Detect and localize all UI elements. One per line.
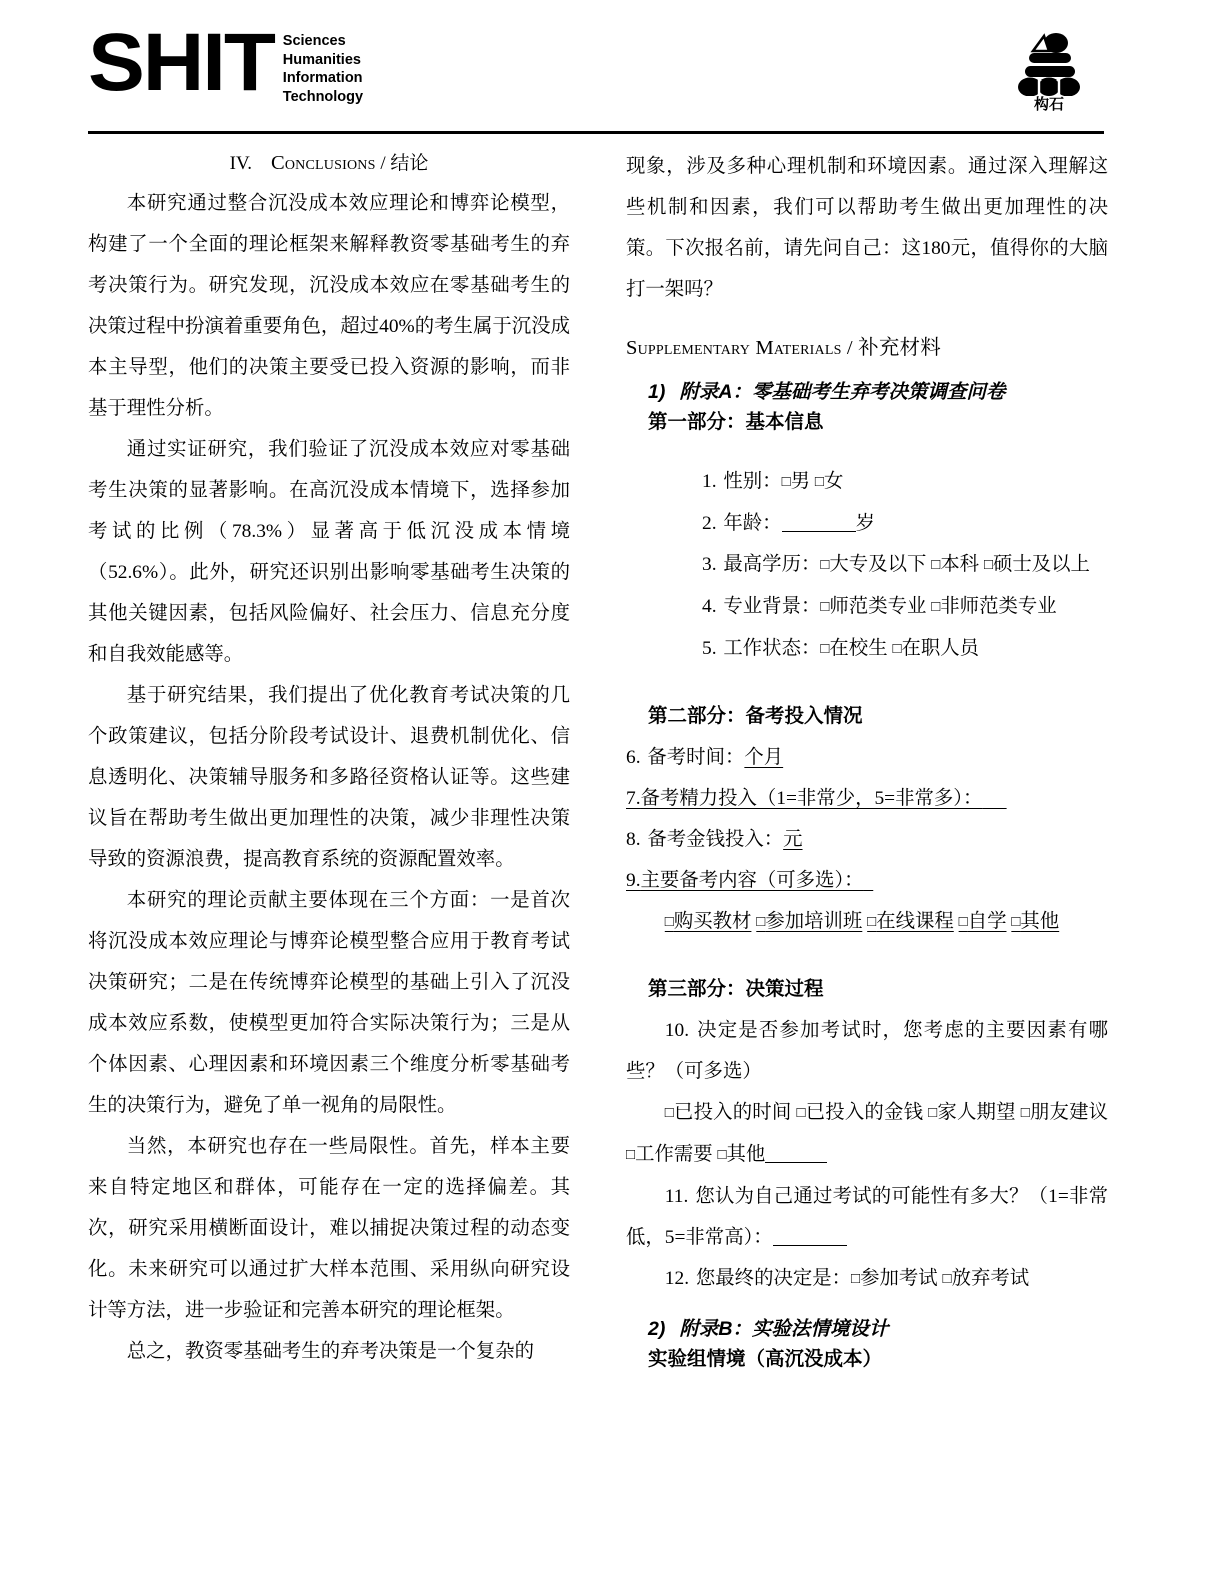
option-label: 自学	[967, 911, 1007, 932]
paragraph-continued: 现象，涉及多种心理机制和环境因素。通过深入理解这些机制和因素，我们可以帮助考生做出更加理性的决策。下次报名前，请先问自己：这180元，值得你的大脑打一架吗？	[626, 156, 1108, 300]
question-label: 性别：	[723, 471, 782, 492]
answer-blank[interactable]	[782, 531, 856, 532]
paragraph: 本研究的理论贡献主要体现在三个方面：一是首次将沉没成本效应理论与博弈论模型整合应用于教育考试决策研究；二是在传统博弈论模型的基础上引入了沉没成本效应系数，使模型更加符合实际决策行为；三是从个体因素、心理因素和环境因素三个维度分析零基础考生的决策行为，避免了单一视角的局限性。	[88, 890, 570, 1116]
question-label: 年龄：	[723, 513, 782, 534]
question-10-options	[626, 1092, 1108, 1176]
answer-blank[interactable]	[982, 788, 1006, 809]
question-label: 决定是否参加考试时，您考虑的主要因素有哪些？（可多选）	[626, 1020, 1108, 1082]
option-label: 参加培训班	[765, 911, 863, 932]
question-number: 1.	[702, 471, 717, 492]
answer-blank[interactable]	[773, 1245, 847, 1246]
question-item	[626, 1010, 1108, 1092]
checkbox-icon[interactable]: □	[820, 641, 830, 657]
question-suffix: 岁	[855, 513, 875, 534]
option-label: 男	[790, 471, 811, 492]
checkbox-icon[interactable]: □	[867, 914, 877, 930]
question-item	[626, 1176, 1108, 1258]
supplementary-materials-heading	[626, 328, 1108, 369]
checkbox-icon[interactable]: □	[928, 1105, 938, 1121]
question-number: 5.	[702, 638, 717, 659]
appendix-a-title: 附录A：零基础考生弃考决策调查问卷	[679, 381, 1006, 403]
checkbox-icon[interactable]: □	[820, 557, 830, 573]
checkbox-icon[interactable]: □	[820, 599, 830, 615]
left-column	[88, 146, 570, 1374]
question-number: 9.	[626, 870, 641, 891]
materials-separator: /	[846, 337, 853, 359]
question-number: 6.	[626, 747, 641, 768]
option-label: 硕士及以上	[993, 554, 1090, 575]
part3-question-list	[626, 1010, 1108, 1300]
page-masthead	[88, 17, 1104, 120]
question-number: 8.	[626, 829, 641, 850]
question-label: 备考精力投入（1=非常少，5=非常多）：	[640, 788, 983, 809]
expansion-line-1: Sciences	[282, 33, 346, 49]
expansion-line-4: Technology	[282, 88, 364, 105]
question-number: 4.	[702, 596, 717, 617]
question-item	[626, 860, 1108, 901]
question-item	[626, 544, 1108, 586]
answer-blank[interactable]: 元	[783, 829, 803, 850]
question-item	[626, 503, 1108, 544]
expansion-line-2: Humanities	[282, 51, 361, 68]
appendix-a-part3-title: 第三部分：决策过程	[648, 978, 824, 1000]
checkbox-icon[interactable]: □	[942, 1271, 952, 1287]
option-label: 购买教材	[673, 911, 752, 932]
paragraph: 通过实证研究，我们验证了沉没成本效应对零基础考生决策的显著影响。在高沉没成本情境下，选择参加考试的比例（78.3%）显著高于低沉没成本情境（52.6%）。此外，研究还识别出影响零基础考生决策的其他关键因素，包括风险偏好、社会压力、信息充分度和自我效能感等。	[88, 439, 570, 665]
question-label: 您最终的决定是：	[695, 1268, 852, 1289]
question-9-options	[626, 901, 1108, 943]
question-label: 主要备考内容（可多选）：	[640, 870, 864, 891]
paragraph-continues-right: 总之，教资零基础考生的弃考决策是一个复杂的	[126, 1341, 534, 1362]
question-label: 最高学历：	[723, 554, 821, 575]
question-number: 12.	[664, 1268, 690, 1289]
option-label: 已投入的金钱	[805, 1102, 924, 1123]
option-label: 本科	[940, 554, 980, 575]
question-item	[626, 628, 1108, 670]
checkbox-icon[interactable]: □	[1020, 1105, 1030, 1121]
article-columns	[88, 146, 1108, 1374]
checkbox-icon[interactable]: □	[664, 1105, 675, 1121]
journal-logo	[88, 17, 364, 108]
publisher-logo	[994, 30, 1104, 113]
materials-title-en: Supplementary Materials	[626, 337, 842, 359]
spacer	[626, 437, 1108, 461]
question-number: 7.	[626, 788, 641, 809]
option-label: 朋友建议	[1029, 1102, 1109, 1123]
option-label: 其他	[726, 1144, 766, 1165]
checkbox-icon[interactable]: □	[664, 914, 674, 930]
question-item	[626, 737, 1108, 778]
question-item	[626, 778, 1108, 819]
option-label: 已投入的时间	[674, 1102, 792, 1123]
checkbox-icon[interactable]: □	[781, 474, 791, 490]
section-title-separator: /	[380, 153, 386, 174]
paragraph: 基于研究结果，我们提出了优化教育考试决策的几个政策建议，包括分阶段考试设计、退费机制优化、信息透明化、决策辅导服务和多路径资格认证等。这些建议旨在帮助考生做出更加理性的决策，减少非理性决策导致的资源浪费，提高教育系统的资源配置效率。	[88, 685, 570, 870]
checkbox-icon[interactable]: □	[814, 474, 824, 490]
question-label: 工作状态：	[723, 638, 821, 659]
answer-blank[interactable]: 个月	[744, 747, 784, 768]
checkbox-icon[interactable]: □	[931, 599, 941, 615]
paragraph: 本研究通过整合沉没成本效应理论和博弈论模型，构建了一个全面的理论框架来解释教资零基础考生的弃考决策行为。研究发现，沉没成本效应在零基础考生的决策过程中扮演着重要角色，超过40%的考生属于沉没成本主导型，他们的决策主要受已投入资源的影响，而非基于理性分析。	[88, 193, 570, 419]
journal-acronym-expansion	[283, 32, 363, 106]
header-divider	[88, 131, 1104, 134]
checkbox-icon[interactable]: □	[1011, 914, 1021, 930]
publisher-name: 构石	[1033, 96, 1064, 113]
appendix-a-heading	[626, 377, 1108, 407]
checkbox-icon[interactable]: □	[626, 1147, 636, 1163]
option-label: 大专及以下	[829, 554, 927, 575]
journal-acronym: SHIT	[88, 17, 274, 108]
question-item	[626, 819, 1108, 860]
appendix-b-subtitle: 实验组情境（高沉没成本）	[648, 1348, 883, 1370]
right-column	[626, 146, 1108, 1374]
checkbox-icon[interactable]: □	[756, 914, 766, 930]
question-number: 3.	[702, 554, 717, 575]
option-label: 在线课程	[876, 911, 954, 932]
checkbox-icon[interactable]: □	[796, 1105, 806, 1121]
question-item	[626, 586, 1108, 628]
section-heading-conclusions	[88, 146, 570, 181]
answer-blank[interactable]	[765, 1162, 827, 1163]
option-label: 非师范类专业	[940, 596, 1057, 617]
question-label: 备考金钱投入：	[647, 829, 784, 850]
checkbox-icon[interactable]: □	[851, 1271, 861, 1287]
appendix-b-heading	[626, 1314, 1108, 1344]
stacked-stones-icon	[1013, 30, 1085, 96]
option-label: 女	[823, 471, 844, 492]
section-title-zh: 结论	[390, 153, 429, 174]
section-title-en: Conclusions	[271, 152, 376, 174]
paragraph: 当然，本研究也存在一些局限性。首先，样本主要来自特定地区和群体，可能存在一定的选择偏差。其次，研究采用横断面设计，难以捕捉决策过程的动态变化。未来研究可以通过扩大样本范围、采用纵向研究设计等方法，进一步验证和完善本研究的理论框架。	[88, 1136, 570, 1321]
part1-question-list	[626, 461, 1108, 670]
question-item	[626, 461, 1108, 503]
question-number: 2.	[702, 513, 717, 534]
option-label: 在职人员	[901, 638, 980, 659]
question-label: 您认为自己通过考试的可能性有多大？（1=非常低，5=非常高）：	[626, 1186, 1108, 1248]
appendix-b-title: 附录B：实验法情境设计	[679, 1318, 889, 1340]
checkbox-icon[interactable]: □	[892, 641, 902, 657]
checkbox-icon[interactable]: □	[717, 1147, 727, 1163]
appendix-a-part2-title: 第二部分：备考投入情况	[648, 705, 863, 727]
expansion-line-3: Information	[282, 70, 363, 86]
question-number: 10.	[664, 1020, 690, 1041]
option-label: 家人期望	[937, 1102, 1016, 1123]
option-label: 参加考试	[860, 1268, 938, 1289]
option-label: 其他	[1020, 911, 1060, 932]
option-label: 放弃考试	[951, 1268, 1030, 1289]
option-label: 师范类专业	[829, 596, 927, 617]
checkbox-icon[interactable]: □	[958, 914, 968, 930]
appendix-b-marker: 2)	[648, 1318, 666, 1340]
materials-title-zh: 补充材料	[858, 337, 941, 359]
question-label: 专业背景：	[723, 596, 821, 617]
question-number: 11.	[664, 1186, 689, 1207]
answer-blank[interactable]	[864, 870, 874, 891]
part2-question-list	[626, 737, 1108, 943]
appendix-a-part1-title: 第一部分：基本信息	[648, 411, 824, 433]
option-label: 工作需要	[635, 1144, 713, 1165]
checkbox-icon[interactable]: □	[983, 557, 993, 573]
option-label: 在校生	[829, 638, 888, 659]
checkbox-icon[interactable]: □	[931, 557, 941, 573]
question-item	[626, 1258, 1108, 1300]
appendix-a-marker: 1)	[648, 381, 666, 403]
section-numeral: IV.	[229, 153, 252, 174]
question-label: 备考时间：	[647, 747, 745, 768]
